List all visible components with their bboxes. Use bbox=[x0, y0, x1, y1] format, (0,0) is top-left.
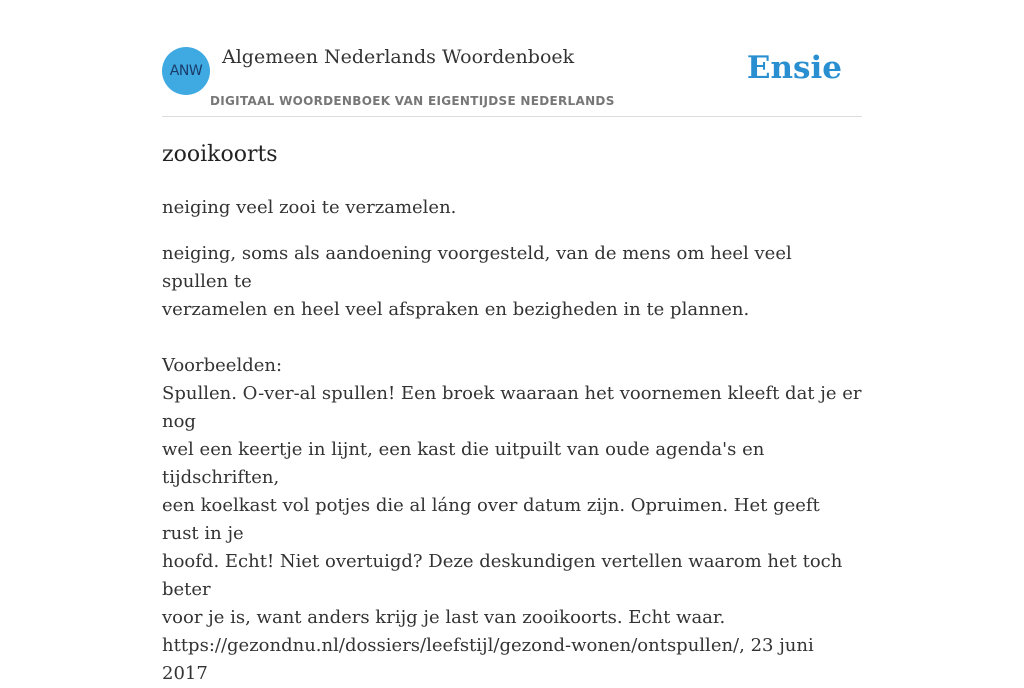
definition-line: neiging, soms als aandoening voorgesteld, van de mens om heel veel spullen te bbox=[162, 243, 792, 292]
entry-content bbox=[162, 140, 862, 688]
example-line: voor je is, want anders krijg je last van zooikoorts. Echt waar. bbox=[162, 607, 726, 628]
definition-line: verzamelen en heel veel afspraken en bezigheden in te plannen. bbox=[162, 299, 750, 320]
short-definition: neiging veel zooi te verzamelen. bbox=[162, 197, 457, 218]
examples-label: Voorbeelden: bbox=[162, 355, 283, 376]
example-line: wel een keertje in lijnt, een kast die uitpuilt van oude agenda's en tijdschriften, bbox=[162, 439, 765, 488]
site-header bbox=[162, 40, 862, 117]
example-source bbox=[162, 632, 862, 688]
example-line: een koelkast vol potjes die al láng over datum zijn. Opruimen. Het geeft rust in je bbox=[162, 495, 820, 544]
headword: zooikoorts bbox=[162, 142, 278, 167]
site-title[interactable]: Algemeen Nederlands Woordenboek bbox=[222, 46, 575, 68]
full-definition bbox=[162, 240, 862, 688]
source-link[interactable]: https://gezondnu.nl/dossiers/leefstijl/gezond-wonen/ontspullen/ bbox=[162, 635, 740, 656]
example-line: hoofd. Echt! Niet overtuigd? Deze deskundigen vertellen waarom het toch beter bbox=[162, 551, 843, 600]
ensie-brand-link[interactable]: Ensie bbox=[746, 50, 842, 86]
source-date: , 23 juni 2017 bbox=[162, 635, 814, 684]
site-subtitle: DIGITAAL WOORDENBOEK VAN EIGENTIJDSE NEDERLANDS bbox=[210, 94, 615, 108]
anw-logo[interactable] bbox=[162, 47, 210, 95]
example-line: Spullen. O-ver-al spullen! Een broek waaraan het voornemen kleeft dat je er nog bbox=[162, 383, 862, 432]
logo-text: ANW bbox=[169, 63, 203, 79]
